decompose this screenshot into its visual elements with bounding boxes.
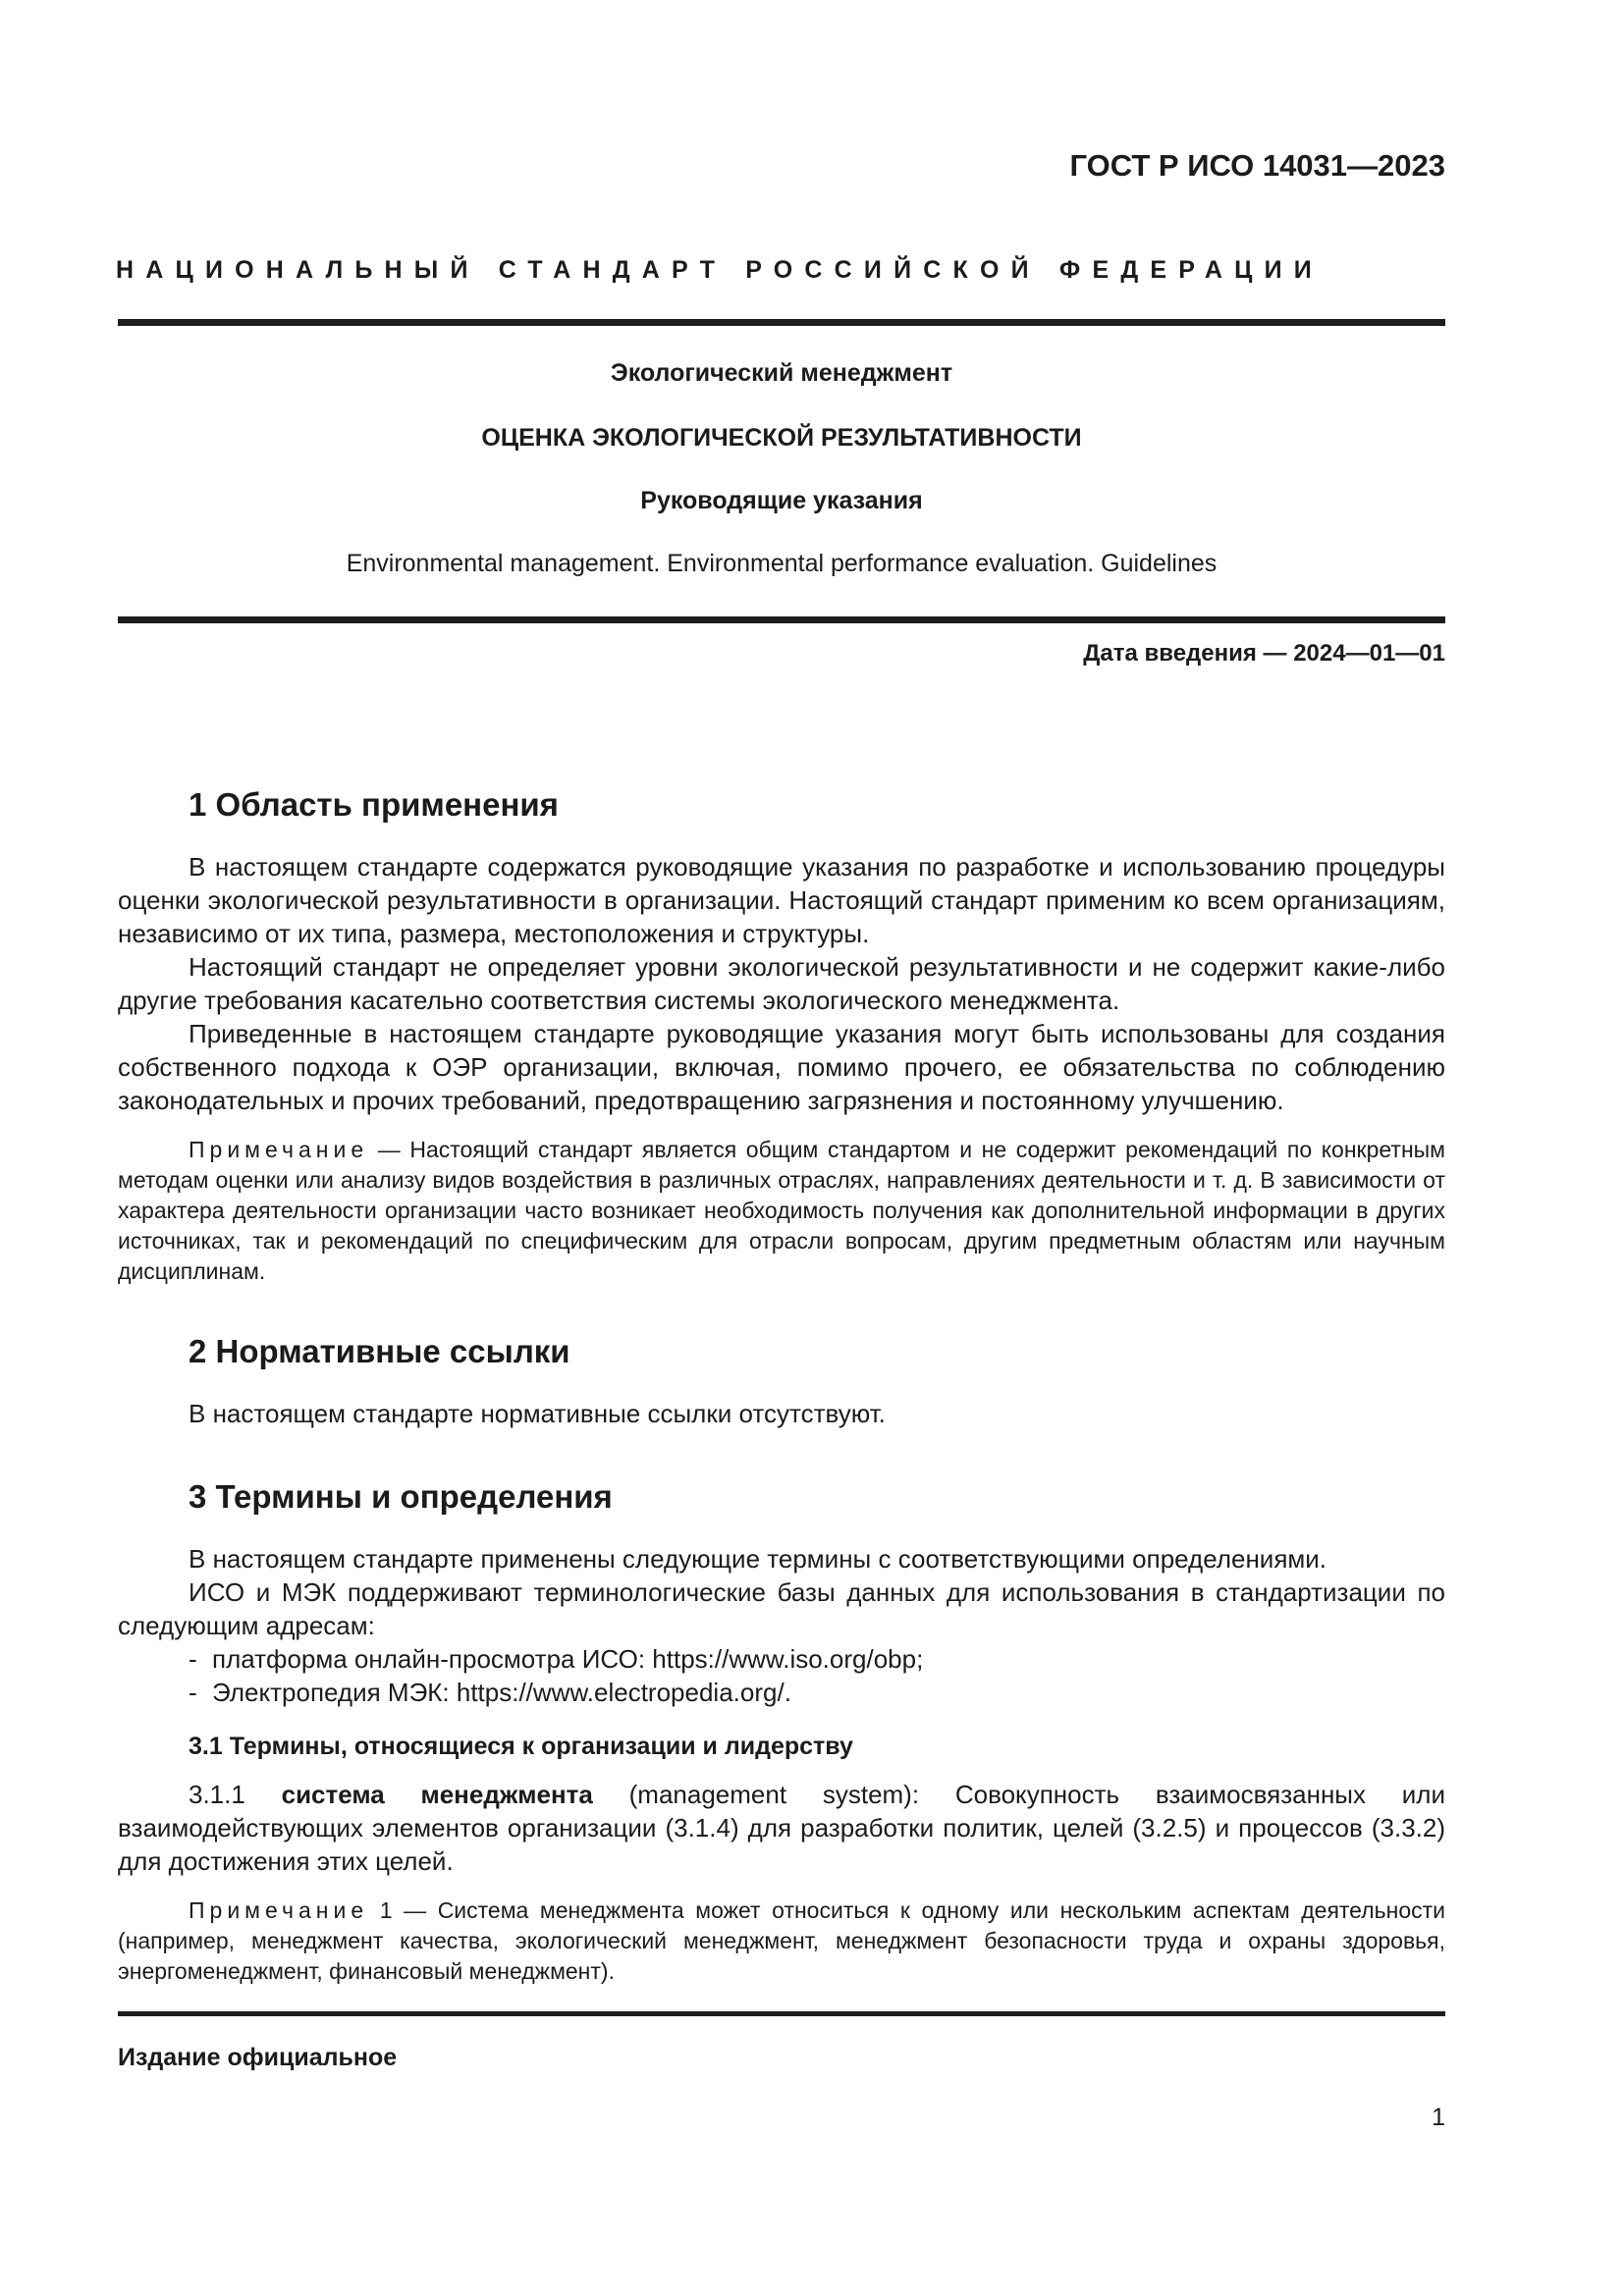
list-dash: - bbox=[189, 1644, 197, 1674]
document-body bbox=[118, 781, 1445, 1987]
section-1-heading: 1 Область применения bbox=[189, 786, 559, 823]
header-rule bbox=[118, 319, 1445, 326]
note-text: 1 — Система менеджмента может относиться к одному или нескольким аспектам деятельности (например, менеджмент качества, экологический менеджмент, менеджмент безопасности труда и охраны здоровья, энергоменеджмент, финансовый менеджмент). bbox=[118, 1897, 1445, 1984]
section-1-paragraph: Приведенные в настоящем стандарте руководящие указания могут быть использованы для создания собственного подхода к ОЭР организации, включая, помимо прочего, ее обязательства по соблюдению законодательных и прочих требований, предотвращению загрязнения и постоянному улучшению. bbox=[118, 1019, 1445, 1115]
document-subtitle: Руководящие указания bbox=[640, 487, 923, 514]
note-label: Примечание bbox=[189, 1137, 369, 1162]
list-item-text: Электропедия МЭК: https://www.electropedia.org/. bbox=[212, 1678, 791, 1707]
page-number: 1 bbox=[1432, 2104, 1445, 2131]
section-1-paragraph: В настоящем стандарте содержатся руководящие указания по разработке и использованию процедуры оценки экологической результативности в организации. Настоящий стандарт применим ко всем организациям, независимо от их типа, размера, местоположения и структуры. bbox=[118, 852, 1445, 948]
section-3-paragraph: В настоящем стандарте применены следующие термины с соответствующими определениями. bbox=[189, 1544, 1327, 1574]
term-number: 3.1.1 bbox=[189, 1780, 282, 1809]
section-2-paragraph: В настоящем стандарте нормативные ссылки отсутствуют. bbox=[189, 1399, 886, 1428]
document-title: ОЦЕНКА ЭКОЛОГИЧЕСКОЙ РЕЗУЛЬТАТИВНОСТИ bbox=[481, 424, 1082, 452]
term-definition-text: (management system): Совокупность взаимосвязанных или взаимодействующих элементов организации (3.1.4) для разработки политик, целей (3.2.5) и процессов (3.3.2) для достижения этих целей. bbox=[118, 1780, 1445, 1876]
section-1-note bbox=[118, 1135, 1445, 1287]
section-3-heading: 3 Термины и определения bbox=[189, 1478, 613, 1515]
list-item bbox=[118, 1676, 1445, 1709]
term-name: система менеджмента bbox=[281, 1780, 593, 1809]
edition-label: Издание официальное bbox=[118, 2044, 398, 2071]
list-item-text: платформа онлайн-просмотра ИСО: https://www.iso.org/obp; bbox=[212, 1644, 924, 1674]
national-standard-banner: НАЦИОНАЛЬНЫЙ СТАНДАРТ РОССИЙСКОЙ ФЕДЕРАЦИИ bbox=[116, 256, 1324, 284]
english-title: Environmental management. Environmental performance evaluation. Guidelines bbox=[346, 550, 1218, 577]
list-dash: - bbox=[189, 1678, 197, 1707]
section-1-paragraph: Настоящий стандарт не определяет уровни экологической результативности и не содержит какие-либо другие требования касательно соответствия системы экологического менеджмента. bbox=[118, 952, 1445, 1015]
subsection-3-1-heading: 3.1 Термины, относящиеся к организации и лидерству bbox=[189, 1733, 853, 1760]
title-block-rule bbox=[118, 616, 1445, 623]
list-item bbox=[118, 1642, 1445, 1676]
footer-rule bbox=[118, 2011, 1445, 2016]
note-text: — Настоящий стандарт является общим стандартом и не содержит рекомендаций по конкретным методам оценки или анализу видов воздействия в различных отраслях, направлениях деятельности и т. д. В зависимости от характера деятельности организации часто возникает необходимость получения как дополнительной информации в других источниках, так и рекомендаций по специфическим для отрасли вопросам, другим предметным областям или научным дисциплинам. bbox=[118, 1137, 1445, 1284]
note-label: Примечание bbox=[189, 1897, 369, 1923]
section-2-heading: 2 Нормативные ссылки bbox=[189, 1333, 570, 1369]
section-3-paragraph: ИСО и МЭК поддерживают терминологические базы данных для использования в стандартизации по следующим адресам: bbox=[118, 1577, 1445, 1640]
standard-number: ГОСТ Р ИСО 14031—2023 bbox=[1069, 148, 1445, 183]
term-note bbox=[118, 1896, 1445, 1987]
term-definition bbox=[118, 1778, 1445, 1878]
introduction-date: Дата введения — 2024—01—01 bbox=[1083, 640, 1445, 667]
document-subject: Экологический менеджмент bbox=[610, 359, 953, 387]
